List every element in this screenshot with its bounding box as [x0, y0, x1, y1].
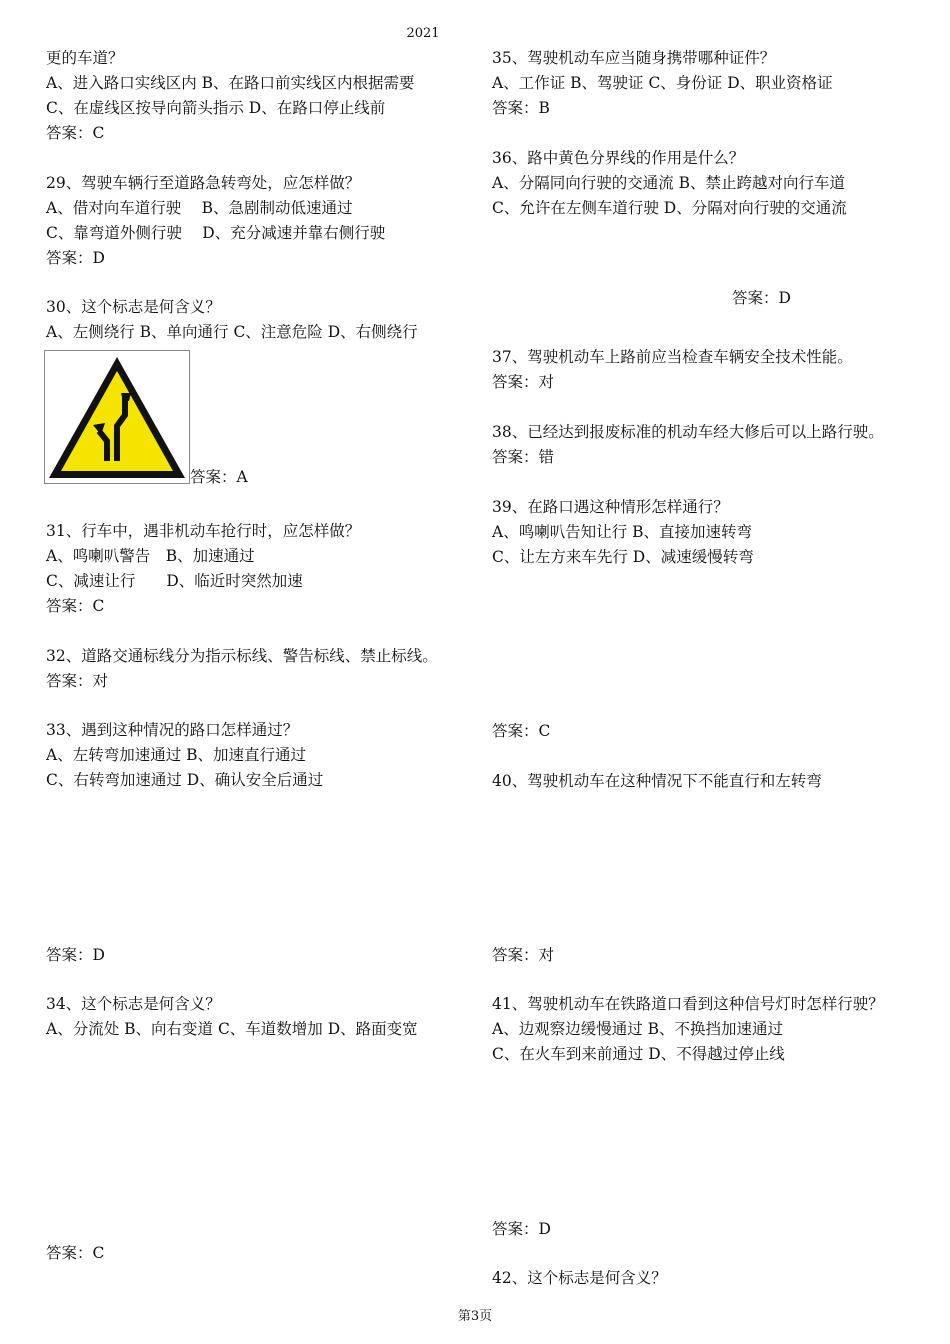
left-line: 更的车道？: [46, 49, 124, 67]
right-line: 答案：B: [492, 99, 550, 117]
left-line: 答案：C: [46, 124, 105, 142]
right-line: A、鸣喇叭告知让行 B、直接加速转弯: [492, 523, 753, 541]
left-line: 答案：C: [46, 1244, 105, 1262]
left-line: 30、这个标志是何含义？: [46, 298, 221, 316]
left-line: 答案：对: [46, 672, 109, 690]
right-line: C、在火车到来前通过 D、不得越过停止线: [492, 1045, 785, 1063]
q36-answer: 答案：D: [732, 289, 791, 307]
left-line: 34、这个标志是何含义？: [46, 995, 221, 1013]
left-line: 答案：D: [46, 946, 105, 964]
left-line: A、借对向车道行驶 B、急剧制动低速通过: [46, 199, 353, 217]
left-line: 33、遇到这种情况的路口怎样通过？: [46, 721, 299, 739]
left-line: 32、道路交通标线分为指示标线、警告标线、禁止标线。: [46, 647, 438, 665]
right-line: 36、路中黄色分界线的作用是什么？: [492, 149, 745, 167]
right-line: 40、驾驶机动车在这种情况下不能直行和左转弯: [492, 772, 822, 790]
left-line: 答案：D: [46, 249, 105, 267]
left-line: 答案：C: [46, 597, 105, 615]
left-line: A、鸣喇叭警告 B、加速通过: [46, 547, 255, 565]
right-line: 42、这个标志是何含义？: [492, 1269, 667, 1287]
road-narrows-left-warning-sign-icon: [45, 351, 189, 483]
left-line: 31、行车中，遇非机动车抢行时，应怎样做？: [46, 522, 361, 540]
left-line: C、靠弯道外侧行驶 D、充分减速并靠右侧行驶: [46, 224, 386, 242]
right-line: 38、已经达到报废标准的机动车经大修后可以上路行驶。: [492, 423, 884, 441]
right-line: 41、驾驶机动车在铁路道口看到这种信号灯时怎样行驶？: [492, 995, 884, 1013]
q30-answer: 答案：A: [190, 468, 248, 486]
left-line: A、进入路口实线区内 B、在路口前实线区内根据需要: [46, 74, 415, 92]
right-line: C、允许在左侧车道行驶 D、分隔对向行驶的交通流: [492, 199, 847, 217]
right-line: 答案：对: [492, 946, 555, 964]
right-line: 35、驾驶机动车应当随身携带哪种证件？: [492, 49, 776, 67]
right-line: A、分隔同向行驶的交通流 B、禁止跨越对向行车道: [492, 174, 846, 192]
page-footer-number: 第3页: [457, 1309, 493, 1324]
right-line: 答案：D: [492, 1220, 551, 1238]
right-line: 39、在路口遇这种情形怎样通行？: [492, 498, 729, 516]
right-line: A、工作证 B、驾驶证 C、身份证 D、职业资格证: [492, 74, 833, 92]
right-line: 答案：C: [492, 722, 551, 740]
left-line: A、左侧绕行 B、单向通行 C、注意危险 D、右侧绕行: [46, 323, 418, 341]
left-line: C、减速让行 D、临近时突然加速: [46, 572, 303, 590]
right-line: 答案：对: [492, 373, 555, 391]
right-line: C、让左方来车先行 D、减速缓慢转弯: [492, 548, 754, 566]
left-line: A、分流处 B、向右变道 C、车道数增加 D、路面变宽: [46, 1020, 418, 1038]
right-line: A、边观察边缓慢通过 B、不换挡加速通过: [492, 1020, 784, 1038]
left-line: A、左转弯加速通过 B、加速直行通过: [46, 746, 307, 764]
page-header-year: 2021: [406, 26, 440, 41]
left-line: C、右转弯加速通过 D、确认安全后通过: [46, 771, 324, 789]
left-line: 29、驾驶车辆行至道路急转弯处，应怎样做？: [46, 174, 361, 192]
left-line: C、在虚线区按导向箭头指示 D、在路口停止线前: [46, 99, 386, 117]
warning-sign-image: [44, 350, 190, 484]
right-line: 答案：错: [492, 448, 555, 466]
right-line: 37、驾驶机动车上路前应当检查车辆安全技术性能。: [492, 348, 853, 366]
